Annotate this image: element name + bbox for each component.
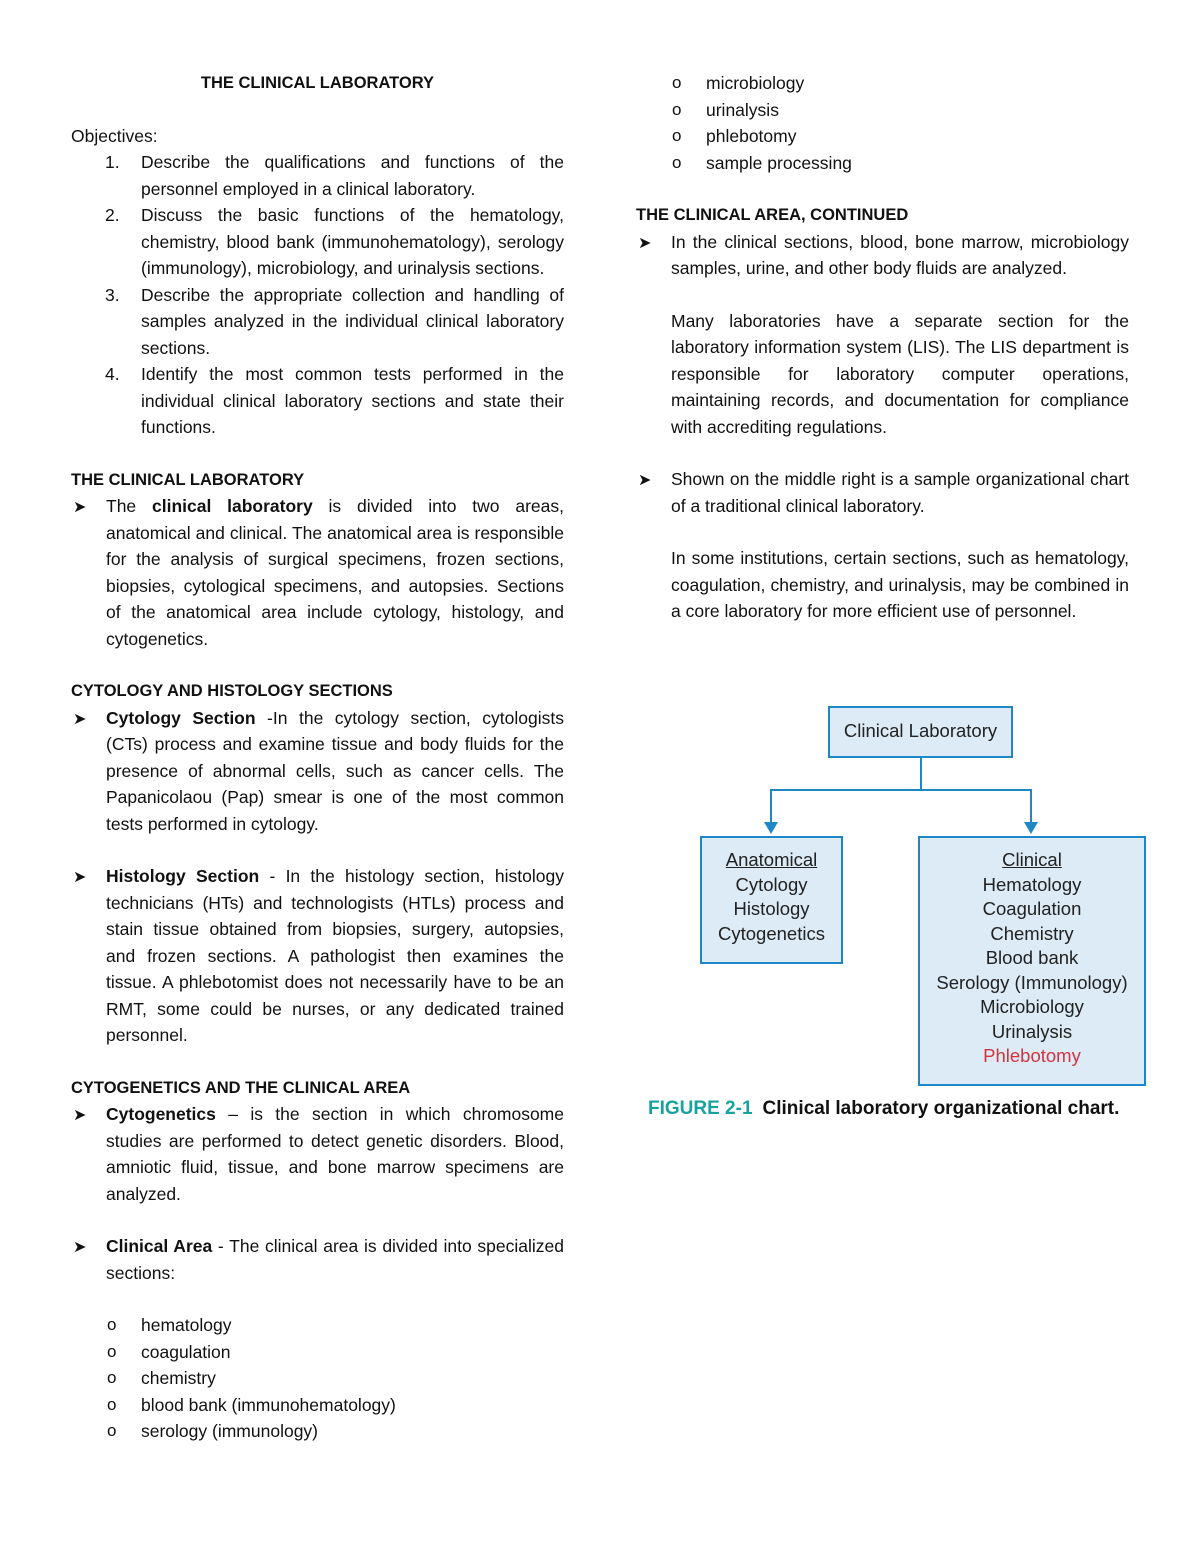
chart-box-clinical-laboratory: Clinical Laboratory [828, 706, 1013, 758]
list-item: o serology (immunology) [71, 1418, 564, 1445]
objectives-list [71, 149, 564, 441]
objective-item: 4. Identify the most common tests performed in the individual clinical laboratory sections and state their functions. [105, 364, 564, 437]
list-item: o coagulation [71, 1339, 564, 1366]
arrow-bullet-icon: ➤ [638, 472, 652, 489]
circle-bullet-icon: o [672, 126, 682, 145]
circle-bullet-icon: o [107, 1421, 117, 1440]
arrow-bullet-icon: ➤ [73, 710, 87, 728]
arrow-bullet-icon: ➤ [638, 234, 652, 252]
section-heading-continued: THE CLINICAL AREA, CONTINUED [636, 206, 909, 224]
circle-bullet-icon: o [672, 99, 682, 119]
list-item: o chemistry [71, 1365, 564, 1392]
circle-bullet-icon: o [107, 1394, 117, 1414]
objective-item: 3. Describe the appropriate collection and handling of samples analyzed in the individual clinical laboratory sections. [105, 284, 564, 358]
arrow-bullet-icon: ➤ [73, 499, 87, 516]
clinical-sections-list [71, 1312, 564, 1445]
org-chart [690, 700, 1160, 1100]
circle-bullet-icon: o [672, 73, 682, 92]
bullet-histology: ➤ Histology Section - In the histology section, histology technicians (HTs) and technologists (HTLs) process and stain tissue obtained from biopsies, surgery, autopsies, and frozen sections. A pathologist then examines the tissue. A phlebotomist does not necessarily have to be an RMT, some could be nurses, or any dedicated trained personnel. [73, 866, 564, 1045]
bullet-clinical-area: ➤ Clinical Area - The clinical area is divided into specialized sections: [73, 1236, 564, 1283]
circle-bullet-icon: o [672, 152, 682, 172]
bullet-cytology: ➤ Cytology Section -In the cytology section, cytologists (CTs) process and examine tissue and body fluids for the presence of abnormal cells, such as cancer cells. The Papanicolaou (Pap) smear is one of the most common tests performed in cytology. [73, 707, 564, 834]
right-column [636, 70, 1129, 625]
list-item: o hematology [71, 1312, 564, 1339]
clinical-sections-list-continued [636, 70, 1129, 176]
list-item: o urinalysis [636, 97, 1129, 124]
bullet-clinical-lab: ➤ The clinical laboratory is divided into two areas, anatomical and clinical. The anatomical area is responsible for the analysis of surgical specimens, frozen sections, biopsies, cytological specimens, and autopsies. Sections of the anatomical area include cytology, histology, and cytogenetics. [73, 496, 564, 649]
chart-box-anatomical: Anatomical Cytology Histology Cytogenetics [700, 836, 843, 964]
arrow-bullet-icon: ➤ [73, 869, 87, 886]
left-column [71, 70, 564, 1445]
arrow-down-icon [764, 820, 778, 834]
circle-bullet-icon: o [107, 1315, 117, 1334]
arrow-bullet-icon: ➤ [73, 1107, 87, 1124]
list-item: o blood bank (immunohematology) [71, 1392, 564, 1419]
objective-item: 1. Describe the qualifications and functions of the personnel employed in a clinical laboratory. [105, 152, 564, 199]
arrow-down-icon [1024, 820, 1038, 834]
section-heading-cytogenetics: CYTOGENETICS AND THE CLINICAL AREA [71, 1078, 411, 1097]
paragraph-lis: Many laboratories have a separate section for the laboratory information system (LIS). The LIS department is responsible for laboratory computer operations, maintaining records, and documentation for compliance with accrediting regulations. [671, 310, 1129, 437]
bullet-org-chart: ➤ Shown on the middle right is a sample organizational chart of a traditional clinical laboratory. [638, 469, 1129, 516]
circle-bullet-icon: o [107, 1368, 117, 1387]
section-heading-cyto-histo: CYTOLOGY AND HISTOLOGY SECTIONS [71, 682, 393, 700]
arrow-bullet-icon: ➤ [73, 1239, 87, 1256]
document-title: THE CLINICAL LABORATORY [200, 74, 435, 92]
connector-line [770, 789, 1032, 791]
bullet-clinical-sections: ➤ In the clinical sections, blood, bone marrow, microbiology samples, urine, and other body fluids are analyzed. [638, 231, 1129, 278]
list-item: o microbiology [636, 70, 1129, 97]
chart-box-clinical: Clinical Hematology Coagulation Chemistry Blood bank Serology (Immunology) Microbiology Urinalysis Phlebotomy [918, 836, 1146, 1086]
objective-item: 2. Discuss the basic functions of the hematology, chemistry, blood bank (immunohematology), serology (immunology), microbiology, and urinalysis sections. [105, 205, 564, 278]
section-heading-lab: THE CLINICAL LABORATORY [71, 470, 305, 489]
circle-bullet-icon: o [107, 1341, 117, 1361]
connector-line [920, 758, 922, 791]
paragraph-core-lab: In some institutions, certain sections, such as hematology, coagulation, chemistry, and urinalysis, may be combined in a core laboratory for more efficient use of personnel. [671, 548, 1129, 621]
list-item: o phlebotomy [636, 123, 1129, 150]
objectives-label: Objectives: [71, 125, 158, 146]
figure-caption: FIGURE 2-1 Clinical laboratory organizational chart. [648, 1098, 1120, 1119]
list-item: o sample processing [636, 150, 1129, 177]
bullet-cytogenetics: ➤ Cytogenetics – is the section in which chromosome studies are performed to detect genetic disorders. Blood, amniotic fluid, tissue, and bone marrow specimens are analyzed. [73, 1104, 564, 1204]
